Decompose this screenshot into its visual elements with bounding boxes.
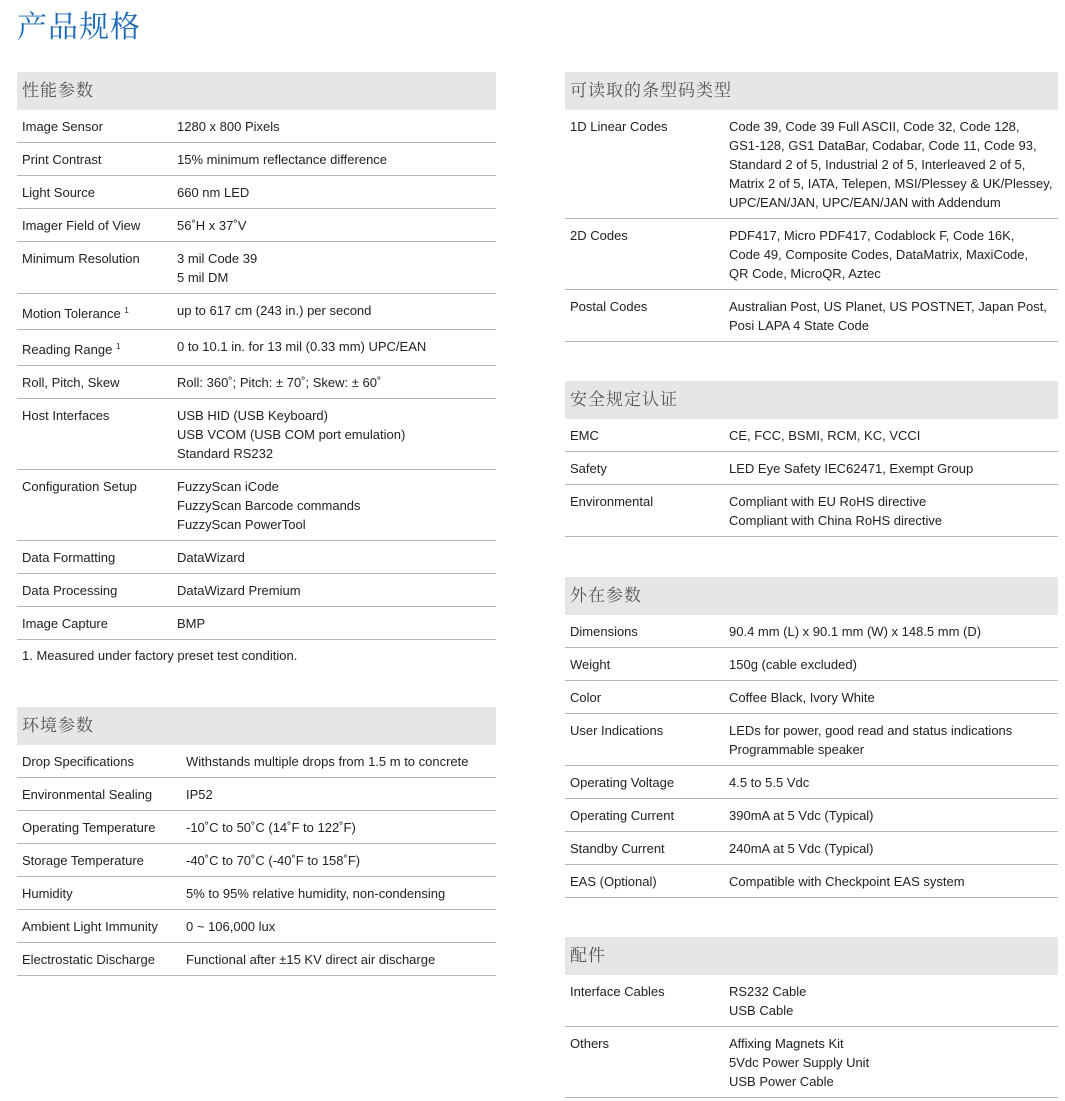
spec-value-cell [724, 799, 1058, 832]
spec-label: Motion Tolerance [22, 306, 121, 321]
spec-label-cell [17, 811, 181, 844]
footnote-marker: 1 [115, 342, 121, 351]
spec-label-cell [565, 865, 724, 898]
spec-value-cell [172, 110, 496, 143]
spec-label: Minimum Resolution [22, 251, 140, 266]
spec-row [565, 681, 1058, 714]
spec-value-cell [181, 811, 496, 844]
spec-row [565, 290, 1058, 342]
spec-row [565, 615, 1058, 648]
spec-value-cell [724, 681, 1058, 714]
left-column [17, 72, 496, 976]
performance-section [17, 72, 496, 664]
spec-value-cell [724, 766, 1058, 799]
spec-row [565, 766, 1058, 799]
spec-row [17, 176, 496, 209]
spec-value-line: 0 to 10.1 in. for 13 mil (0.33 mm) UPC/EAN [177, 339, 427, 354]
spec-value-line: 5Vdc Power Supply Unit [729, 1055, 870, 1070]
spec-label: 2D Codes [570, 228, 628, 243]
spec-table [565, 419, 1058, 537]
spec-label: Print Contrast [22, 152, 102, 167]
spec-value-line: 3 mil Code 39 [177, 251, 258, 266]
spec-value-line: DataWizard Premium [177, 583, 301, 598]
spec-label-cell [565, 110, 724, 219]
spec-value-line: -10˚C to 50˚C (14˚F to 122˚F) [186, 820, 356, 835]
spec-label-cell [17, 844, 181, 877]
spec-value-line: 390mA at 5 Vdc (Typical) [729, 808, 874, 823]
spec-value-line: 5% to 95% relative humidity, non-condensing [186, 886, 446, 901]
spec-label: Environmental Sealing [22, 787, 153, 802]
footnote-marker: 1 [124, 306, 129, 315]
spec-row [565, 714, 1058, 766]
spec-value-line: 660 nm LED [177, 185, 250, 200]
spec-value-cell [724, 290, 1058, 342]
spec-value-line: Australian Post, US Planet, US POSTNET, Japan Post, [729, 299, 1047, 314]
spec-row [17, 778, 496, 811]
spec-row [565, 799, 1058, 832]
spec-label: Environmental [570, 494, 654, 509]
spec-value-cell [172, 574, 496, 607]
spec-value-cell [181, 877, 496, 910]
spec-value-line: RS232 Cable [729, 984, 807, 999]
spec-value-line: DataWizard [177, 550, 245, 565]
spec-value-cell [724, 452, 1058, 485]
spec-value-line: Matrix 2 of 5, IATA, Telepen, MSI/Plessey & UK/Plessey, [729, 176, 1053, 191]
spec-label-cell [565, 1027, 724, 1098]
spec-value-line: Functional after ±15 KV direct air discharge [186, 952, 436, 967]
spec-label-cell [17, 143, 172, 176]
physical-section [565, 577, 1058, 898]
spec-row [565, 832, 1058, 865]
spec-value-line: LED Eye Safety IEC62471, Exempt Group [729, 461, 974, 476]
spec-value-line: Compliant with China RoHS directive [729, 513, 943, 528]
environment-section [17, 707, 496, 976]
spec-value-cell [724, 832, 1058, 865]
spec-value-line: Coffee Black, Ivory White [729, 690, 875, 705]
spec-value-line: Compliant with EU RoHS directive [729, 494, 927, 509]
spec-value-line: PDF417, Micro PDF417, Codablock F, Code 16K, [729, 228, 1015, 243]
section-heading: 安全规定认证 [565, 381, 1058, 419]
spec-value-line: Standard 2 of 5, Industrial 2 of 5, Interleaved 2 of 5, [729, 157, 1026, 172]
spec-value-cell [172, 143, 496, 176]
spec-label: Roll, Pitch, Skew [22, 375, 120, 390]
spec-label: Data Processing [22, 583, 118, 598]
spec-label-cell [17, 877, 181, 910]
spec-value-cell [724, 219, 1058, 290]
spec-label: EAS (Optional) [570, 874, 657, 889]
spec-value-line: 240mA at 5 Vdc (Typical) [729, 841, 874, 856]
spec-value-line: FuzzyScan Barcode commands [177, 498, 361, 513]
spec-label-cell [17, 778, 181, 811]
spec-value-cell [172, 470, 496, 541]
spec-label: Operating Voltage [570, 775, 675, 790]
spec-label-cell [17, 574, 172, 607]
spec-label: Host Interfaces [22, 408, 110, 423]
spec-label-cell [565, 832, 724, 865]
spec-value-line: Programmable speaker [729, 742, 865, 757]
spec-row [17, 811, 496, 844]
spec-label-cell [565, 975, 724, 1027]
spec-value-cell [724, 485, 1058, 537]
spec-row [565, 1027, 1058, 1098]
spec-value-line: FuzzyScan PowerTool [177, 517, 306, 532]
section-heading: 外在参数 [565, 577, 1058, 615]
spec-value-line: Code 39, Code 39 Full ASCII, Code 32, Code 128, [729, 119, 1020, 134]
spec-label: Configuration Setup [22, 479, 137, 494]
spec-value-cell [724, 1027, 1058, 1098]
spec-row [565, 452, 1058, 485]
spec-value-line: up to 617 cm (243 in.) per second [177, 303, 372, 318]
spec-value-cell [181, 844, 496, 877]
spec-label: Weight [570, 657, 611, 672]
spec-label: User Indications [570, 723, 664, 738]
spec-label-cell [565, 452, 724, 485]
spec-value-cell [724, 648, 1058, 681]
spec-value-cell [172, 242, 496, 294]
spec-value-line: USB Power Cable [729, 1074, 834, 1089]
spec-value-cell [724, 865, 1058, 898]
spec-label-cell [565, 681, 724, 714]
accessories-section [565, 937, 1058, 1098]
spec-label-cell [565, 219, 724, 290]
spec-value-line: LEDs for power, good read and status indications [729, 723, 1013, 738]
spec-label: Storage Temperature [22, 853, 144, 868]
spec-label-cell [565, 648, 724, 681]
spec-label-cell [17, 176, 172, 209]
spec-value-line: Compatible with Checkpoint EAS system [729, 874, 965, 889]
spec-value-line: 4.5 to 5.5 Vdc [729, 775, 810, 790]
spec-value-line: Standard RS232 [177, 446, 274, 461]
spec-table [17, 745, 496, 976]
spec-row [17, 470, 496, 541]
spec-row [565, 975, 1058, 1027]
spec-row [565, 648, 1058, 681]
footnote: 1. Measured under factory preset test condition. [22, 648, 298, 663]
spec-table [565, 615, 1058, 898]
spec-label: Reading Range [22, 342, 113, 357]
spec-label: Drop Specifications [22, 754, 134, 769]
spec-label-cell [565, 615, 724, 648]
spec-label: Operating Current [570, 808, 675, 823]
spec-label-cell [17, 745, 181, 778]
spec-label-cell [17, 607, 172, 640]
spec-label: Others [570, 1036, 610, 1051]
spec-row [17, 143, 496, 176]
spec-label: Electrostatic Discharge [22, 952, 155, 967]
spec-row [17, 399, 496, 470]
spec-label: Dimensions [570, 624, 638, 639]
spec-row [17, 607, 496, 640]
spec-table [565, 110, 1058, 342]
spec-label-cell [565, 485, 724, 537]
spec-value-line: USB VCOM (USB COM port emulation) [177, 427, 406, 442]
spec-label: Postal Codes [570, 299, 648, 314]
spec-label: Light Source [22, 185, 95, 200]
spec-value-line: 56˚H x 37˚V [177, 218, 247, 233]
spec-value-line: BMP [177, 616, 206, 631]
spec-value-line: GS1-128, GS1 DataBar, Codabar, Code 11, Code 93, [729, 138, 1037, 153]
spec-value-line: CE, FCC, BSMI, RCM, KC, VCCI [729, 428, 921, 443]
spec-row [17, 943, 496, 976]
spec-value-line: 1280 x 800 Pixels [177, 119, 280, 134]
spec-value-cell [181, 943, 496, 976]
spec-row [565, 110, 1058, 219]
spec-label-cell [17, 943, 181, 976]
spec-label-cell [17, 110, 172, 143]
spec-value-line: USB HID (USB Keyboard) [177, 408, 328, 423]
spec-label-cell [17, 242, 172, 294]
spec-value-line: USB Cable [729, 1003, 794, 1018]
spec-value-cell [181, 910, 496, 943]
spec-row [17, 242, 496, 294]
spec-value-cell [172, 541, 496, 574]
spec-label: Standby Current [570, 841, 665, 856]
spec-label: Image Capture [22, 616, 108, 631]
spec-label-cell [17, 910, 181, 943]
spec-value-cell [724, 975, 1058, 1027]
spec-value-line: 15% minimum reflectance difference [177, 152, 388, 167]
spec-row [17, 294, 496, 330]
spec-value-cell [724, 419, 1058, 452]
spec-row [565, 419, 1058, 452]
spec-label: Humidity [22, 886, 73, 901]
section-heading: 可读取的条型码类型 [565, 72, 1058, 110]
spec-row [17, 366, 496, 399]
section-heading: 性能参数 [17, 72, 496, 110]
right-column [565, 72, 1058, 1098]
spec-label-cell [565, 799, 724, 832]
spec-label: Imager Field of View [22, 218, 141, 233]
spec-value-line: Withstands multiple drops from 1.5 m to concrete [186, 754, 469, 769]
spec-row [17, 541, 496, 574]
spec-label: Operating Temperature [22, 820, 156, 835]
spec-label-cell [17, 366, 172, 399]
spec-table [565, 975, 1058, 1098]
barcodes-section [565, 72, 1058, 342]
spec-row [17, 574, 496, 607]
spec-label-cell [565, 290, 724, 342]
spec-value-cell [172, 399, 496, 470]
spec-value-line: UPC/EAN/JAN, UPC/EAN/JAN with Addendum [729, 195, 1001, 210]
spec-value-line: Posi LAPA 4 State Code [729, 318, 869, 333]
spec-label: Image Sensor [22, 119, 103, 134]
spec-value-line: IP52 [186, 787, 213, 802]
spec-value-cell [172, 176, 496, 209]
spec-label-cell [17, 541, 172, 574]
spec-value-cell [172, 209, 496, 242]
spec-label: EMC [570, 428, 599, 443]
spec-label: Interface Cables [570, 984, 665, 999]
spec-label: Safety [570, 461, 607, 476]
spec-label-cell [17, 470, 172, 541]
spec-value-line: Roll: 360˚; Pitch: ± 70˚; Skew: ± 60˚ [177, 375, 382, 390]
spec-label-cell [17, 399, 172, 470]
spec-row [17, 330, 496, 366]
spec-row [565, 219, 1058, 290]
spec-value-cell [172, 607, 496, 640]
spec-label-cell [17, 330, 172, 366]
spec-table [17, 110, 496, 640]
spec-value-line: Affixing Magnets Kit [729, 1036, 844, 1051]
spec-value-cell [181, 778, 496, 811]
spec-row [565, 485, 1058, 537]
spec-value-line: 5 mil DM [177, 270, 229, 285]
section-heading: 配件 [565, 937, 1058, 975]
spec-label: 1D Linear Codes [570, 119, 668, 134]
spec-value-cell [181, 745, 496, 778]
spec-row [17, 910, 496, 943]
spec-value-cell [172, 294, 496, 330]
spec-row [17, 844, 496, 877]
spec-label-cell [565, 419, 724, 452]
spec-row [565, 865, 1058, 898]
spec-label: Ambient Light Immunity [22, 919, 158, 934]
section-heading: 环境参数 [17, 707, 496, 745]
spec-label: Color [570, 690, 602, 705]
spec-value-line: 150g (cable excluded) [729, 657, 857, 672]
spec-row [17, 877, 496, 910]
spec-label-cell [17, 294, 172, 330]
page-title: 产品规格 [17, 10, 141, 45]
spec-value-cell [724, 615, 1058, 648]
spec-value-line: QR Code, MicroQR, Aztec [729, 266, 881, 281]
spec-row [17, 745, 496, 778]
spec-value-cell [172, 366, 496, 399]
spec-label-cell [565, 766, 724, 799]
spec-value-cell [724, 714, 1058, 766]
spec-value-cell [172, 330, 496, 366]
spec-label-cell [17, 209, 172, 242]
spec-value-cell [724, 110, 1058, 219]
spec-label-cell [565, 714, 724, 766]
spec-value-line: -40˚C to 70˚C (-40˚F to 158˚F) [186, 853, 361, 868]
safety-section [565, 381, 1058, 537]
spec-row [17, 110, 496, 143]
spec-value-line: Code 49, Composite Codes, DataMatrix, MaxiCode, [729, 247, 1029, 262]
spec-label: Data Formatting [22, 550, 116, 565]
spec-row [17, 209, 496, 242]
spec-value-line: 0 ~ 106,000 lux [186, 919, 276, 934]
spec-value-line: FuzzyScan iCode [177, 479, 279, 494]
spec-value-line: 90.4 mm (L) x 90.1 mm (W) x 148.5 mm (D) [729, 624, 982, 639]
